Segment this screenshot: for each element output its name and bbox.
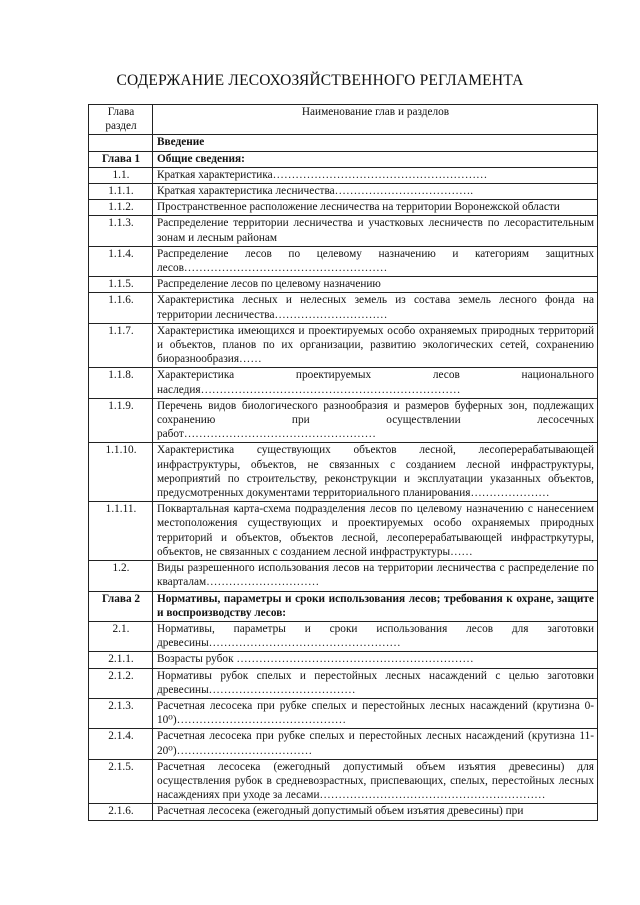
contents-body <box>89 135 598 820</box>
table-row[interactable] <box>89 759 598 804</box>
row-title: Характеристика существующих объектов лесной, лесоперерабатывающей инфраструктуры, объектов, не связанных с созданием лесной инфраструктуры, мероприятий по строительству, реконструкции и эксплуатации указанных объектов, предусмотренных документами территориального планирования………………… <box>153 443 598 502</box>
row-title: Нормативы рубок спелых и перестойных лесных насаждений с целью заготовки древесины………………………………… <box>153 668 598 698</box>
table-row[interactable] <box>89 368 598 398</box>
row-number: 1.2. <box>89 561 153 591</box>
table-row[interactable] <box>89 200 598 216</box>
row-number: 2.1.3. <box>89 698 153 728</box>
table-row[interactable] <box>89 804 598 820</box>
table-row[interactable] <box>89 184 598 200</box>
column-header-number <box>89 105 153 135</box>
page-title: СОДЕРЖАНИЕ ЛЕСОХОЗЯЙСТВЕННОГО РЕГЛАМЕНТА <box>116 72 524 89</box>
row-number: 1.1.10. <box>89 443 153 502</box>
row-title: Краткая характеристика лесничества………………………………. <box>153 184 598 200</box>
table-row[interactable] <box>89 698 598 728</box>
row-title: Нормативы, параметры и сроки использования лесов для заготовки древесины…………………………………………… <box>153 621 598 651</box>
table-row[interactable] <box>89 323 598 368</box>
row-number: 2.1.2. <box>89 668 153 698</box>
row-title: Распределение лесов по целевому назначению и категориям защитных лесов……………………………………………… <box>153 246 598 276</box>
row-number: 1.1.4. <box>89 246 153 276</box>
row-number: Глава 1 <box>89 151 153 167</box>
table-row[interactable] <box>89 652 598 668</box>
row-title: Перечень видов биологического разнообразия и размеров буферных зон, подлежащих сохранению при осуществлении лесосечных работ…………………………………………… <box>153 398 598 443</box>
row-number <box>89 135 153 151</box>
row-number: 2.1.6. <box>89 804 153 820</box>
row-number: 1.1.7. <box>89 323 153 368</box>
row-number: 1.1.11. <box>89 502 153 561</box>
row-title: Нормативы, параметры и сроки использования лесов; требования к охране, защите и воспроизводству лесов: <box>153 591 598 621</box>
row-number: 1.1.9. <box>89 398 153 443</box>
table-row[interactable] <box>89 398 598 443</box>
row-title: Расчетная лесосека при рубке спелых и перестойных лесных насаждений (крутизна 0-10⁰)……………………………………… <box>153 698 598 728</box>
table-row[interactable] <box>89 246 598 276</box>
contents-table <box>88 104 598 821</box>
row-title: Краткая характеристика………………………………………………… <box>153 167 598 183</box>
column-header-number-line1: Глава <box>107 106 135 118</box>
row-title: Поквартальная карта-схема подразделения лесов по целевому назначению с нанесением местоположения существующих и проектируемых особо охраняемых природных территорий и объектов, объектов лесной, лесоперерабатывающей инфрастркутуры, объектов, не связанных с созданием лесной инфраструктуры…… <box>153 502 598 561</box>
table-row[interactable] <box>89 443 598 502</box>
row-number: 2.1. <box>89 621 153 651</box>
row-title: Характеристика имеющихся и проектируемых особо охраняемых природных территорий и объектов, планов по их организации, развитию экологических сетей, сохранению биоразнообразия…… <box>153 323 598 368</box>
row-number: 2.1.1. <box>89 652 153 668</box>
row-number: 2.1.5. <box>89 759 153 804</box>
row-number: 1.1. <box>89 167 153 183</box>
row-title: Характеристика лесных и нелесных земель из состава земель лесного фонда на территории лесничества………………………… <box>153 293 598 323</box>
table-row[interactable] <box>89 293 598 323</box>
row-title: Введение <box>153 135 598 151</box>
row-title: Расчетная лесосека при рубке спелых и перестойных лесных насаждений (крутизна 11-20⁰)……………………………… <box>153 729 598 759</box>
table-row[interactable] <box>89 729 598 759</box>
table-row[interactable] <box>89 591 598 621</box>
row-title: Распределение лесов по целевому назначению <box>153 277 598 293</box>
table-row[interactable] <box>89 167 598 183</box>
row-number: 1.1.2. <box>89 200 153 216</box>
row-number: 1.1.3. <box>89 216 153 246</box>
table-row[interactable] <box>89 621 598 651</box>
row-title: Распределение территории лесничества и участковых лесничеств по лесорастительным зонам и лесным районам <box>153 216 598 246</box>
table-row[interactable] <box>89 668 598 698</box>
row-title: Возрасты рубок ……………………………………………………… <box>153 652 598 668</box>
table-row[interactable] <box>89 216 598 246</box>
table-header-row <box>89 105 598 135</box>
row-title: Виды разрешенного использования лесов на территории лесничества с распределение по кварталам………………………… <box>153 561 598 591</box>
row-title: Пространственное расположение лесничества на территории Воронежской области <box>153 200 598 216</box>
row-number: 2.1.4. <box>89 729 153 759</box>
row-title: Характеристика проектируемых лесов национального наследия…………………………………………………………… <box>153 368 598 398</box>
table-row[interactable] <box>89 502 598 561</box>
row-number: 1.1.8. <box>89 368 153 398</box>
row-number: 1.1.6. <box>89 293 153 323</box>
table-row[interactable] <box>89 135 598 151</box>
table-row[interactable] <box>89 151 598 167</box>
column-header-title: Наименование глав и разделов <box>153 105 598 135</box>
row-number: 1.1.5. <box>89 277 153 293</box>
table-row[interactable] <box>89 561 598 591</box>
table-row[interactable] <box>89 277 598 293</box>
row-title: Общие сведения: <box>153 151 598 167</box>
row-title: Расчетная лесосека (ежегодный допустимый объем изъятия древесины) для осуществления рубок в средневозрастных, приспевающих, спелых, перестойных лесных насаждениях при уходе за лесами…………………………………………………… <box>153 759 598 804</box>
row-number: Глава 2 <box>89 591 153 621</box>
row-number: 1.1.1. <box>89 184 153 200</box>
column-header-number-line2: раздел <box>105 120 137 133</box>
row-title: Расчетная лесосека (ежегодный допустимый объем изъятия древесины) при <box>153 804 598 820</box>
